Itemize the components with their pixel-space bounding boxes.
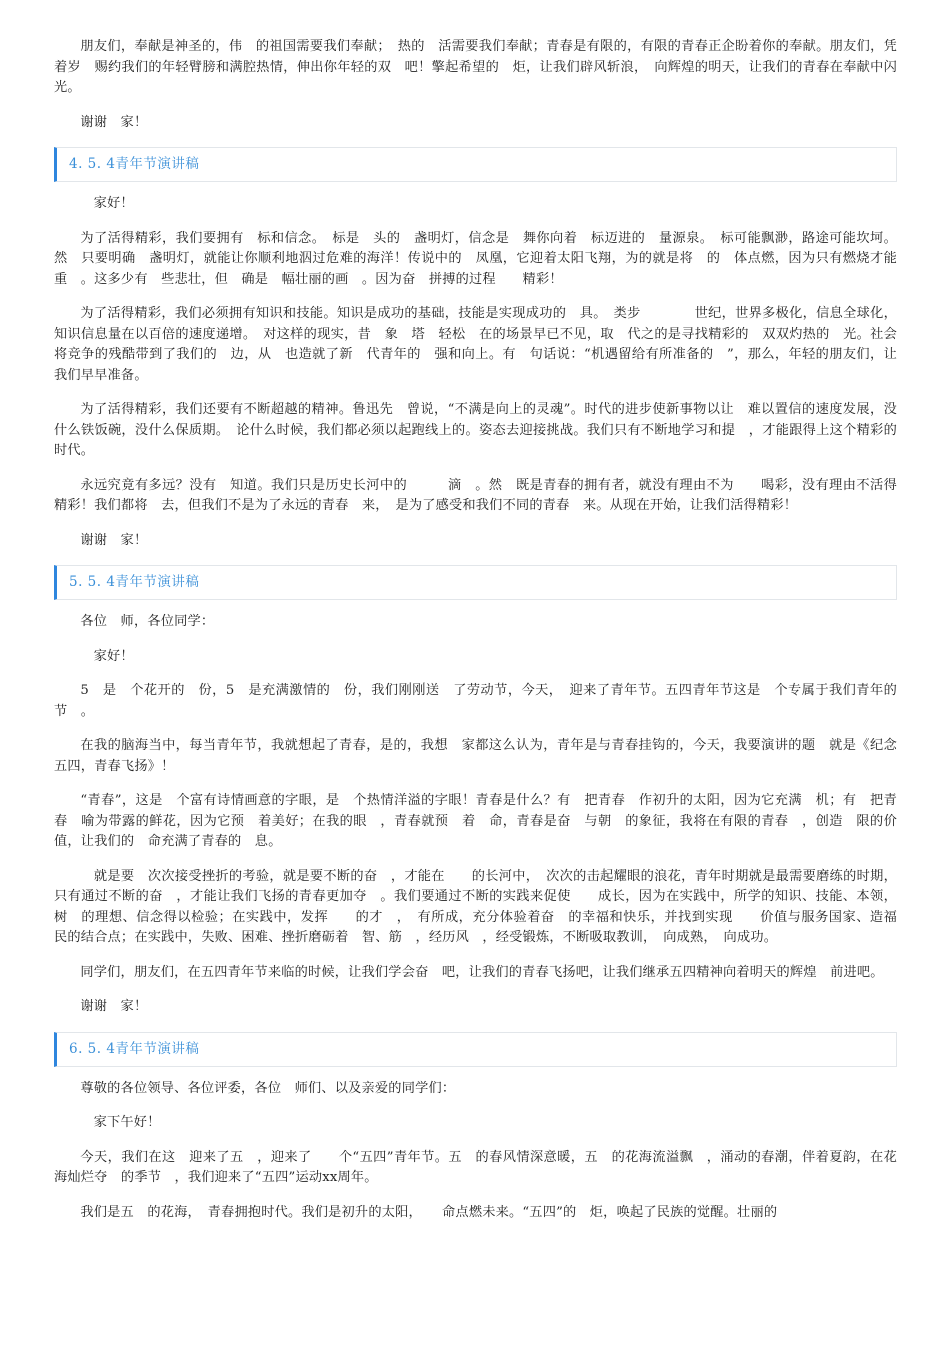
thanks-line: 谢谢 家！ <box>80 532 148 548</box>
paragraph: “青春”，这是 个富有诗情画意的字眼，是 个热情洋溢的字眼！青春是什么？有 把青春 作初升的太阳，因为它充满 机；有 把青春 喻为带露的鲜花，因为它预 着美好；在我的眼 ，青春就预 着 命，青春是奋 与朝 的象征，我将在有限的青春 ，创造 限的价值，让我们的 命充满了青春的 息。 <box>54 793 897 849</box>
paragraph: 在我的脑海当中，每当青年节，我就想起了青春，是的，我想 家都这么认为，青年是与青春挂钩的，今天，我要演讲的题 就是《纪念五四，青春飞扬》！ <box>54 738 897 774</box>
paragraph: 同学们，朋友们，在五四青年节来临的时候，让我们学会奋 吧，让我们的青春飞扬吧，让我们继承五四精神向着明天的辉煌 前进吧。 <box>80 964 884 980</box>
greeting: 家好！ <box>93 196 134 211</box>
paragraph: 朋友们，奉献是神圣的，伟 的祖国需要我们奉献； 热的 活需要我们奉献；青春是有限的，有限的青春正企盼着你的奉献。朋友们，凭着岁 赐约我们的年轻臂膀和满腔热情，伸出你年轻的双 吧！擎起希望的 炬，让我们辟风斩浪， 向辉煌的明天，让我们的青春在奉献中闪光。 <box>54 39 897 95</box>
paragraph: 我们是五 的花海， 青春拥抱时代。我们是初升的太阳， 命点燃未来。“五四”的 炬，唤起了民族的觉醒。壮丽的 <box>80 1204 778 1220</box>
paragraph: 为了活得精彩，我们必须拥有知识和技能。知识是成功的基础，技能是实现成功的 具。 类步 世纪，世界多极化，信息全球化，知识信息量在以百倍的速度递增。 对这样的现实，昔 象 塔 轻松 在的场景早已不见，取 代之的是寻找精彩的 双双灼热的 光。社会将竞争的残酷带到了我们的 边，从 也造就了新 代青年的 强和向上。有 句话说：“机遇留给有所准备的 ”，那么，年轻的朋友们，让我们早早准备。 <box>54 306 897 383</box>
paragraph: 今天，我们在这 迎来了五 ，迎来了 个“五四”青年节。五 的春风情深意暖，五 的花海流溢飘 ，涌动的春潮，伴着夏韵，在花海灿烂夺 的季节 ，我们迎来了“五四”运动xx周年。 <box>54 1149 897 1185</box>
section-heading-5: 5. 5. 4青年节演讲稿 <box>54 565 897 600</box>
paragraph: 永远究竟有多远？没有 知道。我们只是历史长河中的 滴 。然 既是青春的拥有者，就没有理由不为 喝彩，没有理由不活得精彩！我们都将 去，但我们不是为了永远的青春 来， 是为了感受和我们不同的青春 来。从现在开始，让我们活得精彩！ <box>54 477 897 513</box>
greeting: 家下午好！ <box>93 1115 161 1130</box>
greeting: 家好！ <box>93 648 134 664</box>
paragraph: 为了活得精彩，我们要拥有 标和信念。 标是 头的 盏明灯，信念是 舞你向着 标迈进的 量源泉。 标可能飘渺，路途可能坎坷。然 只要明确 盏明灯，就能让你顺利地泅过危难的海洋！传说中的 凤凰，它迎着太阳飞翔，为的就是将 的 体点燃，因为只有燃烧才能重 。这多少有 些悲壮，但 确是 幅壮丽的画 。因为奋 拼搏的过程 精彩！ <box>54 230 897 287</box>
salutation: 各位 师，各位同学： <box>80 614 215 629</box>
paragraph: 5 是 个花开的 份，5 是充满激情的 份，我们刚刚送 了劳动节，今天， 迎来了青年节。五四青年节这是 个专属于我们青年的节 。 <box>54 683 897 719</box>
salutation: 尊敬的各位领导、各位评委，各位 师们、以及亲爱的同学们： <box>80 1080 456 1096</box>
document-page <box>54 37 911 1237</box>
paragraph: 为了活得精彩，我们还要有不断超越的精神。鲁迅先 曾说，“不满是向上的灵魂”。时代的进步使新事物以让 难以置信的速度发展，没什么铁饭碗，没什么保质期。 论什么时候，我们都必须以起跑线上的。姿态去迎接挑战。我们只有不断地学习和提 ，才能跟得上这个精彩的 时代。 <box>54 402 911 458</box>
section-heading-6: 6. 5. 4青年节演讲稿 <box>54 1032 897 1067</box>
thanks-line: 谢谢 家！ <box>80 114 148 130</box>
section-heading-4: 4. 5. 4青年节演讲稿 <box>54 147 897 182</box>
paragraph: 就是要 次次接受挫折的考验，就是要不断的奋 ，才能在 的长河中， 次次的击起耀眼的浪花，青年时期就是最需要磨练的时期，只有通过不断的奋 ，才能让我们飞扬的青春更加夺 。我们要通过不断的实践来促使 成长，因为在实践中，所学的知识、技能、本领，树 的理想、信念得以检验；在实践中，发挥 的才 ， 有所成，充分体验着奋 的幸福和快乐，并找到实现 价值与服务国家、造福 民的结合点；在实践中，失败、困难、挫折磨砺着 智、筋 ，经历风 ，经受锻炼，不断吸取教训， 向成熟， 向成功。 <box>54 868 911 945</box>
thanks-line: 谢谢 家！ <box>80 999 148 1014</box>
